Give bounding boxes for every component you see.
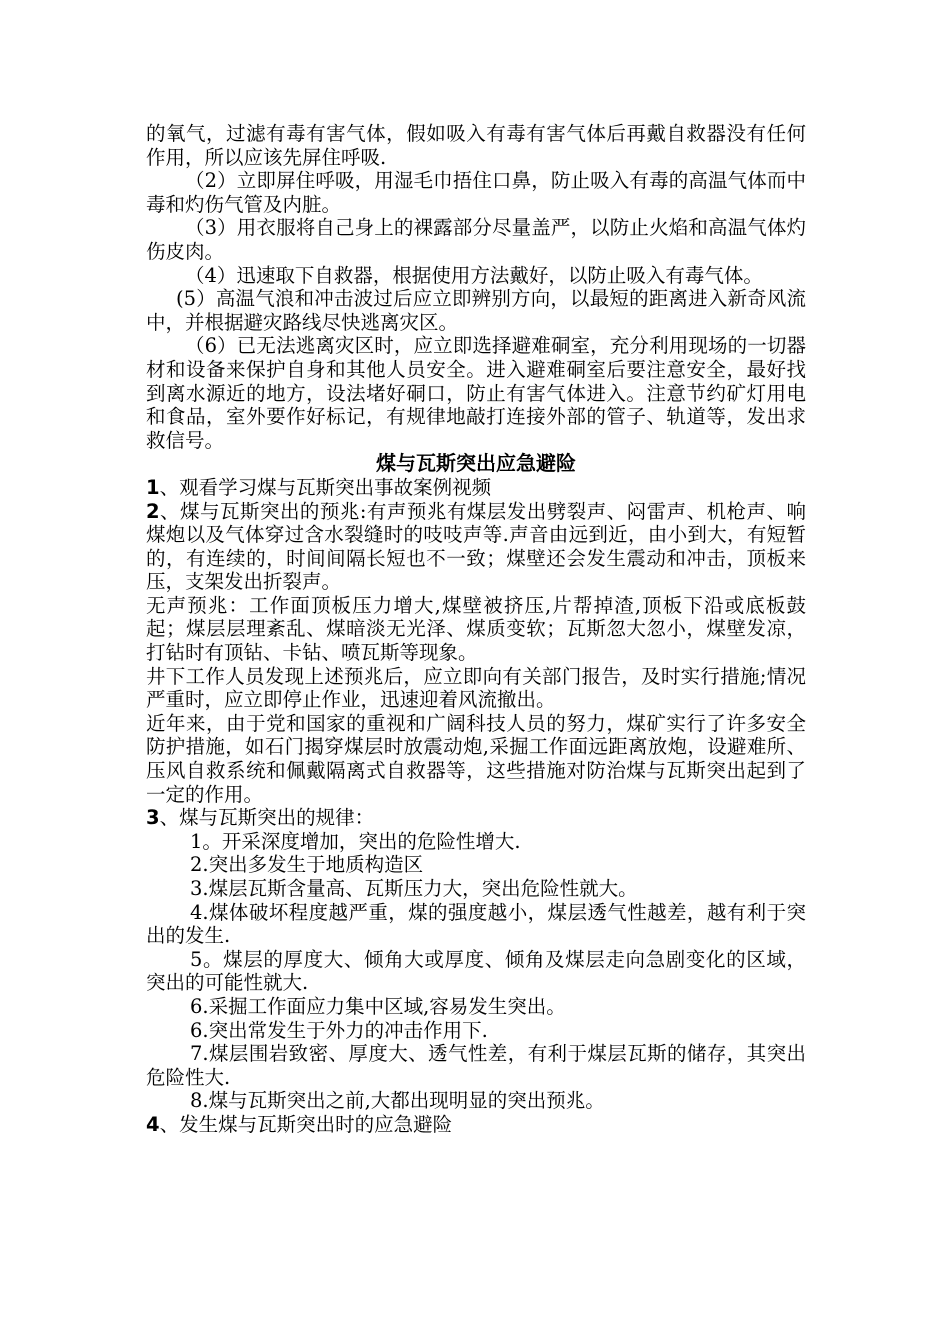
paragraph-step-5: (5）高温气浪和冲击波过后应立即辨别方向，以最短的距离进入新奇风流中，并根据避灾路线尽快逃离灾区。 <box>146 287 806 334</box>
section-title: 煤与瓦斯突出应急避险 <box>376 451 576 476</box>
item-1-text: 、观看学习煤与瓦斯突出事故案例视频 <box>159 475 492 499</box>
rule-item: 8.煤与瓦斯突出之前,大都出现明显的突出预兆。 <box>190 1089 605 1113</box>
paragraph-step-2: （2）立即屏住呼吸，用湿毛巾捂住口鼻，防止吸入有毒的高温气体而中毒和灼伤气管及内脏。 <box>146 169 806 216</box>
paragraph-step-4: （4）迅速取下自救器，根据使用方法戴好，以防止吸入有毒气体。 <box>185 263 763 287</box>
paragraph-recent-years: 近年来，由于党和国家的重视和广阔科技人员的努力，煤矿实行了许多安全防护措施，如石门揭穿煤层时放震动炮,采掘工作面远距离放炮，设避难所、压风自救系统和佩戴隔离式自救器等，这些措施对防治煤与瓦斯突出起到了一定的作用。 <box>146 711 806 806</box>
rule-item: 6.突出常发生于外力的冲击作用下. <box>190 1018 488 1042</box>
item-2-number: 2 <box>146 499 160 523</box>
paragraph-silent-signs: 无声预兆：工作面顶板压力增大,煤壁被挤压,片帮掉渣,顶板下沿或底板鼓起；煤层层理紊乱、煤暗淡无光泽、煤质变软；瓦斯忽大忽小，煤壁发凉，打钻时有顶钻、卡钻、喷瓦斯等现象。 <box>146 593 806 665</box>
rule-item: 1。开采深度增加，突出的危险性增大. <box>190 829 521 853</box>
rule-item: 6.采掘工作面应力集中区域,容易发生突出。 <box>190 994 566 1018</box>
item-2-text: 、煤与瓦斯突出的预兆:有声预兆有煤层发出劈裂声、闷雷声、机枪声、响煤炮以及气体穿过含水裂缝时的吱吱声等.声音由远到近，由小到大，有短暂的，有连续的，时间间隔长短也不一致；煤壁还会发生震动和冲击，顶板来压，支架发出折裂声。 <box>146 499 806 594</box>
paragraph-step-3: （3）用衣服将自己身上的裸露部分尽量盖严，以防止火焰和高温气体灼伤皮肉。 <box>146 216 806 263</box>
item-2 <box>146 500 806 594</box>
item-3-text: 、煤与瓦斯突出的规律： <box>159 806 375 830</box>
item-3-number: 3 <box>146 806 160 830</box>
item-1-number: 1 <box>146 475 160 499</box>
item-4 <box>146 1113 806 1137</box>
item-4-number: 4 <box>146 1112 160 1136</box>
rule-item: 2.突出多发生于地质构造区 <box>190 853 424 877</box>
rule-item: 5。煤层的厚度大、倾角大或厚度、倾角及煤层走向急剧变化的区域，突出的可能性就大. <box>146 947 806 995</box>
item-1 <box>146 476 806 500</box>
paragraph-report: 井下工作人员发现上述预兆后，应立即向有关部门报告，及时实行措施;情况严重时，应立即停止作业，迅速迎着风流撤出。 <box>146 664 806 712</box>
rule-item: 3.煤层瓦斯含量高、瓦斯压力大，突出危险性就大。 <box>190 877 638 900</box>
document-page <box>146 122 806 1137</box>
paragraph-step-6: （6）已无法逃离灾区时，应立即选择避难硐室，充分利用现场的一切器材和设备来保护自身和其他人员安全。进入避难硐室后要注意安全，最好找到离水源近的地方，设法堵好硐口，防止有害气体进入。注意节约矿灯用电和食品，室外要作好标记，有规律地敲打连接外部的管子、轨道等，发出求救信号。 <box>146 334 806 452</box>
item-4-text: 、发生煤与瓦斯突出时的应急避险 <box>159 1112 453 1136</box>
rule-item: 4.煤体破坏程度越严重，煤的强度越小，煤层透气性越差，越有利于突出的发生. <box>146 900 806 948</box>
rule-item: 7.煤层围岩致密、厚度大、透气性差，有利于煤层瓦斯的储存，其突出危险性大. <box>146 1042 806 1089</box>
paragraph-oxygen: 的氧气，过滤有毒有害气体，假如吸入有毒有害气体后再戴自救器没有任何作用，所以应该先屏住呼吸. <box>146 122 806 169</box>
item-3 <box>146 806 806 830</box>
